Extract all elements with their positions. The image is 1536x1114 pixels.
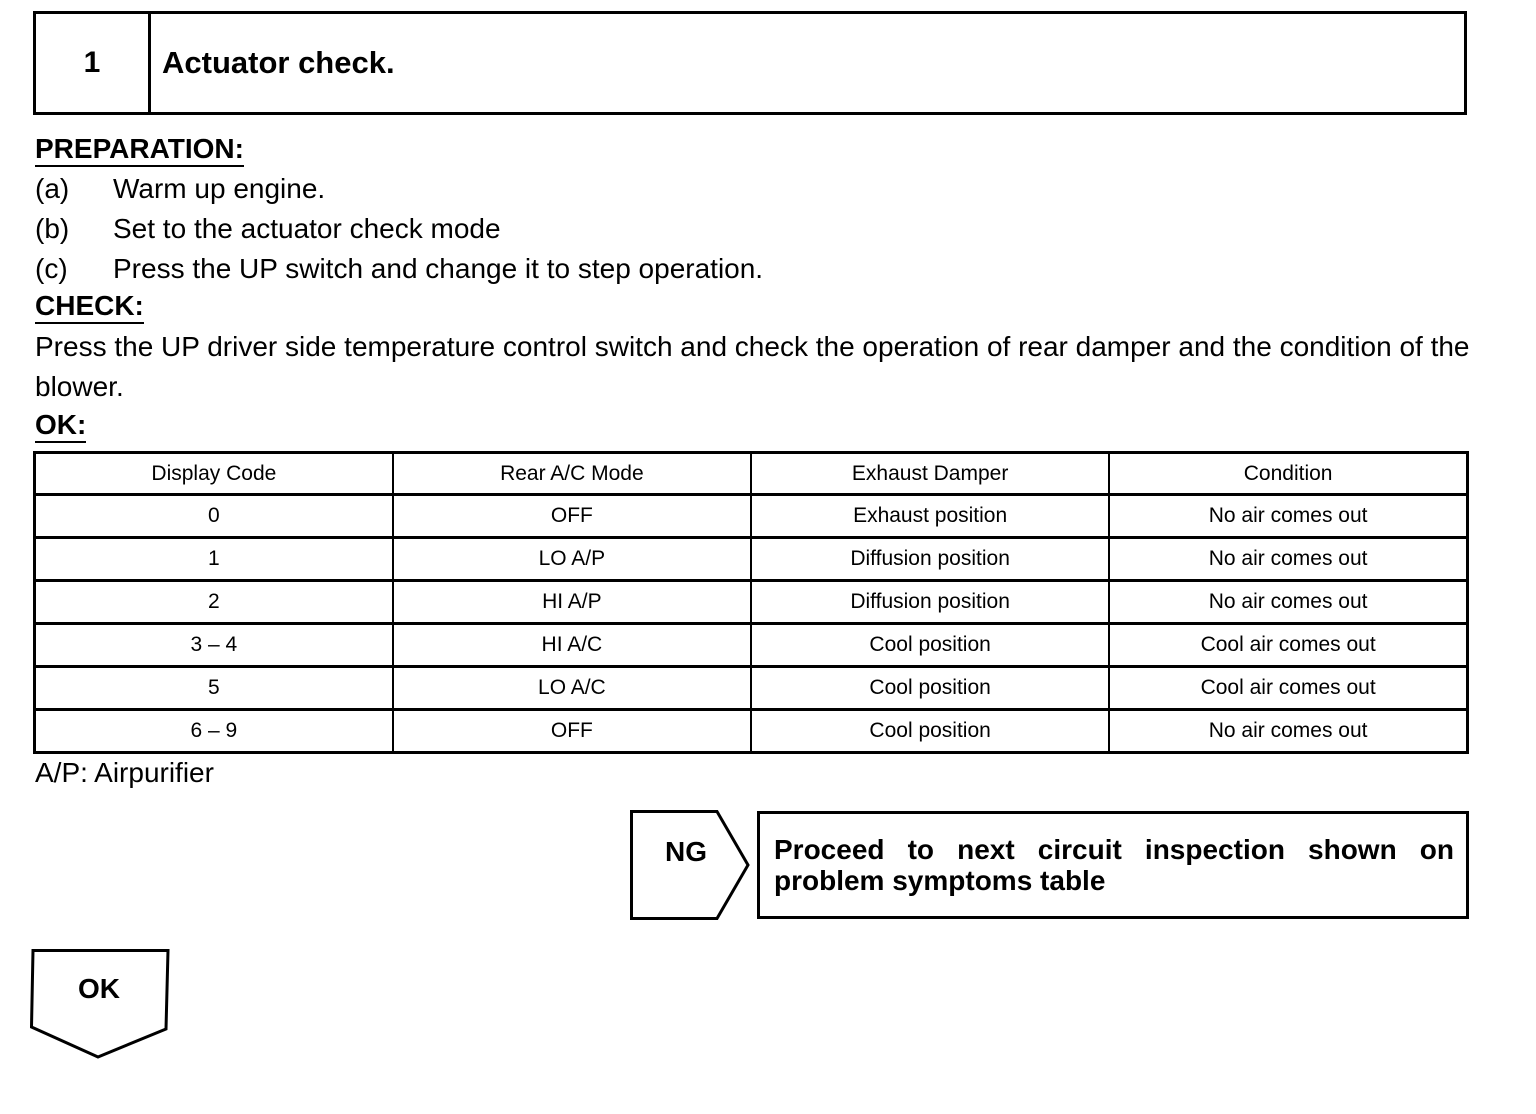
check-heading: CHECK:	[35, 290, 144, 324]
item-letter: (a)	[35, 173, 70, 204]
header-exhaust-damper: Exhaust Damper	[751, 453, 1109, 495]
cell-display-code: 5	[35, 667, 393, 710]
cell-exhaust-damper: Cool position	[751, 710, 1109, 753]
cell-exhaust-damper: Cool position	[751, 667, 1109, 710]
ok-label: OK	[78, 973, 120, 1004]
table-header-row	[35, 453, 1468, 495]
preparation-item-a	[35, 172, 325, 206]
table-row	[35, 710, 1468, 753]
ok-conditions-table	[33, 451, 1469, 754]
cell-display-code: 3 – 4	[35, 624, 393, 667]
table-row	[35, 624, 1468, 667]
cell-display-code: 1	[35, 538, 393, 581]
ng-label: NG	[665, 836, 707, 867]
item-letter: (c)	[35, 253, 68, 284]
cell-condition: No air comes out	[1109, 495, 1467, 538]
table-row	[35, 667, 1468, 710]
table-row	[35, 581, 1468, 624]
item-text: Warm up engine.	[113, 173, 326, 204]
cell-condition: Cool air comes out	[1109, 624, 1467, 667]
ok-arrow-shape	[30, 949, 172, 1061]
cell-condition: Cool air comes out	[1109, 667, 1467, 710]
table-row	[35, 495, 1468, 538]
cell-rear-ac-mode: HI A/P	[393, 581, 751, 624]
step-header	[33, 11, 1467, 115]
header-condition: Condition	[1109, 453, 1467, 495]
check-text: Press the UP driver side temperature control switch and check the operation of rear damper and the condition of the blower.	[35, 331, 1470, 402]
item-text: Set to the actuator check mode	[113, 213, 501, 244]
cell-rear-ac-mode: OFF	[393, 710, 751, 753]
footnote: A/P: Airpurifier	[35, 757, 214, 788]
ok-heading: OK:	[35, 409, 86, 443]
cell-condition: No air comes out	[1109, 710, 1467, 753]
cell-exhaust-damper: Cool position	[751, 624, 1109, 667]
cell-exhaust-damper: Diffusion position	[751, 538, 1109, 581]
step-title: Actuator check.	[162, 45, 395, 80]
cell-rear-ac-mode: LO A/P	[393, 538, 751, 581]
header-display-code: Display Code	[35, 453, 393, 495]
cell-display-code: 6 – 9	[35, 710, 393, 753]
cell-exhaust-damper: Exhaust position	[751, 495, 1109, 538]
table-row	[35, 538, 1468, 581]
preparation-heading: PREPARATION:	[35, 133, 244, 167]
cell-display-code: 2	[35, 581, 393, 624]
preparation-item-c	[35, 252, 763, 286]
cell-condition: No air comes out	[1109, 581, 1467, 624]
cell-display-code: 0	[35, 495, 393, 538]
cell-exhaust-damper: Diffusion position	[751, 581, 1109, 624]
step-number: 1	[36, 14, 151, 112]
cell-rear-ac-mode: HI A/C	[393, 624, 751, 667]
item-text: Press the UP switch and change it to step operation.	[113, 253, 764, 284]
ng-arrow-box	[630, 810, 752, 920]
cell-rear-ac-mode: OFF	[393, 495, 751, 538]
cell-condition: No air comes out	[1109, 538, 1467, 581]
cell-rear-ac-mode: LO A/C	[393, 667, 751, 710]
preparation-item-b	[35, 212, 501, 246]
ng-result-box: Proceed to next circuit inspection shown on problem symptoms table	[757, 811, 1469, 919]
ok-arrow-box	[30, 949, 172, 1061]
item-letter: (b)	[35, 213, 70, 244]
header-rear-ac-mode: Rear A/C Mode	[393, 453, 751, 495]
